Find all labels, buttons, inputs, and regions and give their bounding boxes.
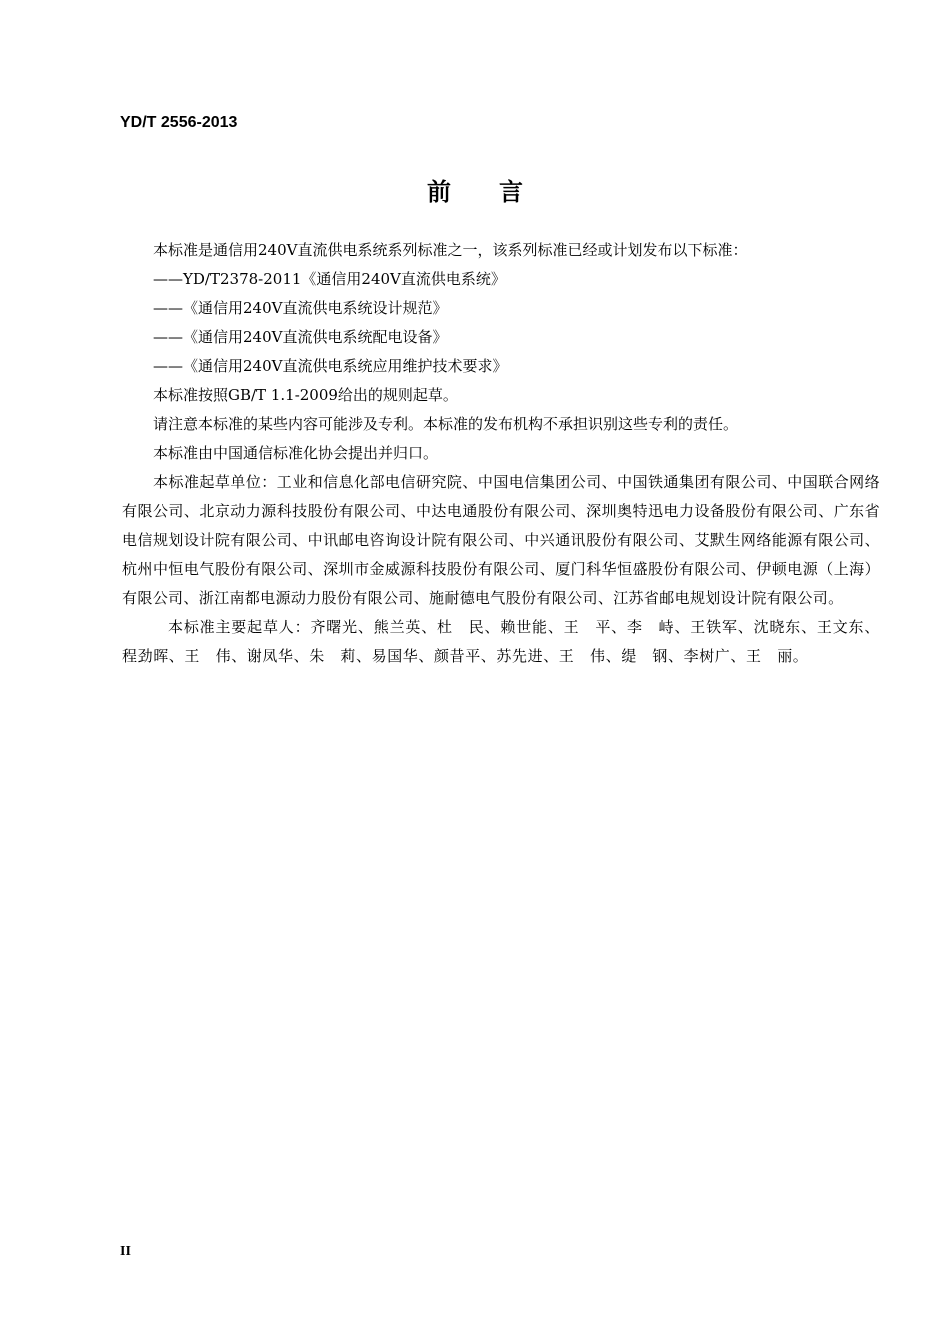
drafting-rules-line: 本标准按照GB/T 1.1-2009给出的规则起草。 bbox=[153, 386, 458, 404]
series-standard-item: ——《通信用240V直流供电系统配电设备》 bbox=[153, 328, 448, 346]
proposer-line: 本标准由中国通信标准化协会提出并归口。 bbox=[153, 444, 439, 462]
drafters-paragraph: 本标准主要起草人：齐曙光、熊兰英、杜 民、赖世能、王 平、李 峙、王铁军、沈晓东、王文东、程劲晖、王 伟、谢凤华、朱 莉、易国华、颜昔平、苏先进、王 伟、缇 钢、李树广、王 丽。 bbox=[122, 618, 880, 665]
standard-code: YD/T 2556-2013 bbox=[120, 114, 238, 131]
page-number: II bbox=[120, 1244, 131, 1259]
page-title: 前言 bbox=[427, 178, 571, 206]
document-body bbox=[122, 236, 880, 671]
intro-line: 本标准是通信用240V直流供电系统系列标准之一，该系列标准已经或计划发布以下标准： bbox=[153, 241, 748, 259]
series-standard-item: ——《通信用240V直流供电系统设计规范》 bbox=[153, 299, 448, 317]
series-standard-item: ——《通信用240V直流供电系统应用维护技术要求》 bbox=[153, 357, 508, 375]
series-standard-item: ——YD/T2378-2011《通信用240V直流供电系统》 bbox=[153, 270, 506, 288]
patent-notice-line: 请注意本标准的某些内容可能涉及专利。本标准的发布机构不承担识别这些专利的责任。 bbox=[153, 415, 739, 433]
drafting-units-paragraph: 本标准起草单位：工业和信息化部电信研究院、中国电信集团公司、中国铁通集团有限公司、中国联合网络有限公司、北京动力源科技股份有限公司、中达电通股份有限公司、深圳奥特迅电力设备股份有限公司、广东省电信规划设计院有限公司、中讯邮电咨询设计院有限公司、中兴通讯股份有限公司、艾默生网络能源有限公司、杭州中恒电气股份有限公司、深圳市金威源科技股份有限公司、厦门科华恒盛股份有限公司、伊顿电源（上海）有限公司、浙江南都电源动力股份有限公司、施耐德电气股份有限公司、江苏省邮电规划设计院有限公司。 bbox=[122, 473, 880, 607]
